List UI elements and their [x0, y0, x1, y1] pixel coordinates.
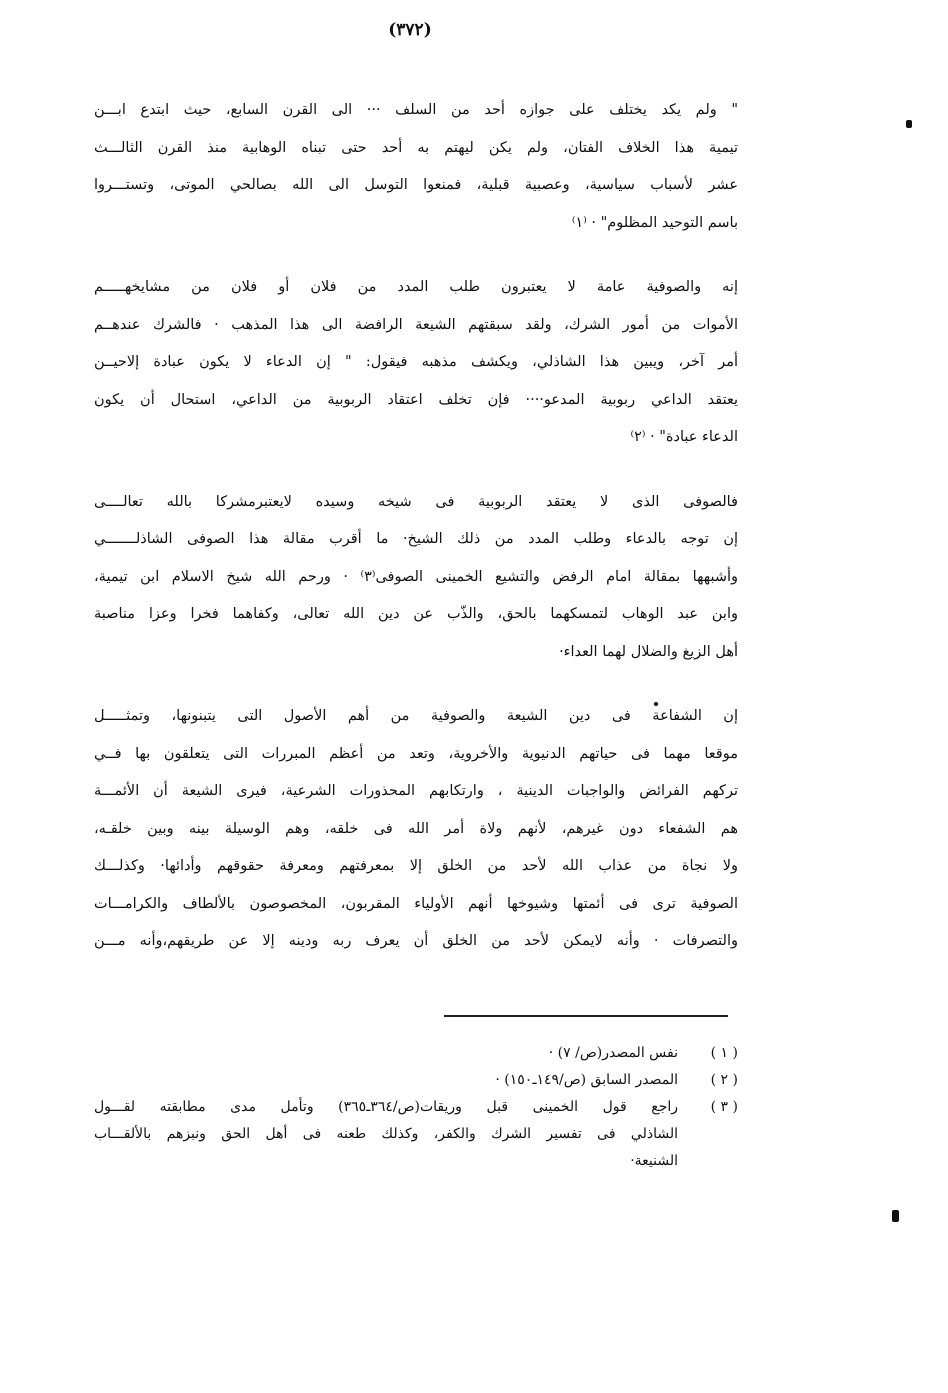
- paragraph-2: [94, 269, 738, 457]
- text-line: يعتقد الداعي ربوبية المدعو···· فإن تخلف اعتقاد الربوبية من الداعي، استحال أن يكون: [94, 391, 738, 408]
- ink-dot: [654, 702, 658, 706]
- text-line: عشر لأسباب سياسية، وعصبية قبلية، فمنعوا التوسل الى الله بصالحي الموتى، وتستـــروا: [94, 177, 738, 193]
- text-line: فالصوفى الذى لا يعتقد الربوبية فى شيخه وسيده لايعتبرمشركا بالله تعالــــى: [94, 493, 738, 510]
- footnote-line: الشنيعة·: [630, 1153, 678, 1169]
- footnote-text: [94, 1040, 678, 1067]
- text-line: الأموات من أمور الشرك، ولقد سبقتهم الشيعة الرافضة الى هذا المذهب · فالشرك عندهــم: [94, 316, 738, 333]
- footnote-line: نفس المصدر(ص/ ٧) ·: [548, 1045, 678, 1061]
- body-text: [94, 92, 738, 988]
- footnote-number: ( ١ ): [710, 1045, 738, 1061]
- footnote-line: المصدر السابق (ص/١٤٩ـ١٥٠) ·: [495, 1072, 678, 1088]
- margin-ink-mark: [892, 1210, 899, 1222]
- text-line: تيمية هذا الخلاف الفتان، ولم يكن ليهتم به أحد حتى تبناه الوهابية منذ القرن الثالـــث: [94, 139, 738, 156]
- text-line: إن توجه بالدعاء وطلب المدد من ذلك الشيخ· ما أقرب مقالة هذا الصوفى الشاذلـــــــي: [94, 531, 738, 547]
- text-line: هم الشفعاء دون غيرهم، لأنهم ولاة أمر الله فى خلقه، وهم الوسيلة بينه وبين خلقـه،: [94, 820, 738, 837]
- text-line: موقعا مهما فى حياتهم الدنيوية والأخروية، وتعد من أعظم المبررات التى يتعلقون بها فــي: [94, 745, 738, 762]
- footnote-text: [94, 1067, 678, 1094]
- footnote-2: [94, 1067, 738, 1094]
- text-line: إنه والصوفية عامة لا يعتبرون طلب المدد من فلان أو فلان من مشايخهـــــم: [94, 279, 738, 295]
- footnote-separator: [444, 1015, 728, 1017]
- margin-ink-mark: [906, 120, 912, 128]
- text-line: أمر آخر، ويبين هذا الشاذلي، ويكشف مذهبه فيقول: " إن الدعاء لا يكون عبادة إلاحيــن: [94, 354, 738, 370]
- paragraph-1: [94, 92, 738, 242]
- page-number: (٣٧٢): [388, 20, 432, 40]
- text-line: وابن عبد الوهاب لتمسكهما بالحق، والذّب عن دين الله تعالى، وكفاهما فخرا وعزا مناصبة: [94, 606, 738, 622]
- text-line: ولا نجاة من عذاب الله لأحد من الخلق إلا بمعرفتهم ومعرفة حقوقهم وأدائها· وكذلـــك: [94, 858, 738, 874]
- paragraph-4: [94, 698, 738, 961]
- text-line: الصوفية ترى فى أئمتها وشيوخها أنهم الأولياء المقربون، المخصوصون بالألطاف والكرامـــات: [94, 895, 738, 912]
- text-line: والتصرفات · وأنه لايمكن لأحد من الخلق أن يعرف ربه ودينه إلا عن طريقهم،وأنه مـــن: [94, 933, 738, 949]
- text-line: " ولم يكد يختلف على جوازه أحد من السلف ··· الى القرن السابع، حيث ابتدع ابـــن: [94, 102, 738, 118]
- text-line: الدعاء عبادة" · ⁽٢⁾: [630, 429, 738, 445]
- text-line: وأشبهها بمقالة امام الرفض والتشيع الخمينى الصوفى⁽٣⁾ · ورحم الله شيخ الاسلام ابن تيمية،: [94, 568, 738, 585]
- footnote-3: [94, 1094, 738, 1175]
- footnotes: [94, 1040, 738, 1175]
- text-line: إن الشفاعة فى دين الشيعة والصوفية من أهم الأصول التى يتبنونها، وتمثـــــل: [94, 708, 738, 724]
- footnote-number: ( ٣ ): [710, 1099, 738, 1115]
- text-line: باسم التوحيد المظلوم" · ⁽١⁾: [571, 214, 738, 231]
- footnote-line: الشاذلي فى تفسير الشرك والكفر، وكذلك طعنه فى أهل الحق ونبزهم بالألقـــاب: [94, 1126, 678, 1142]
- footnote-number: ( ٢ ): [710, 1072, 738, 1088]
- text-line: تركهم الفرائض والواجبات الدينية ، وارتكابهم المحذورات الشرعية، فيرى الشيعة أن الأئمـــة: [94, 783, 738, 799]
- footnote-1: [94, 1040, 738, 1067]
- paragraph-3: [94, 484, 738, 672]
- footnote-text: [94, 1094, 678, 1175]
- text-line: أهل الزيغ والضلال لهما العداء·: [559, 643, 738, 660]
- footnote-line: راجع قول الخمينى قبل وريقات(ص/٣٦٤ـ٣٦٥) وتأمل مدى مطابقته لقـــول: [94, 1099, 678, 1115]
